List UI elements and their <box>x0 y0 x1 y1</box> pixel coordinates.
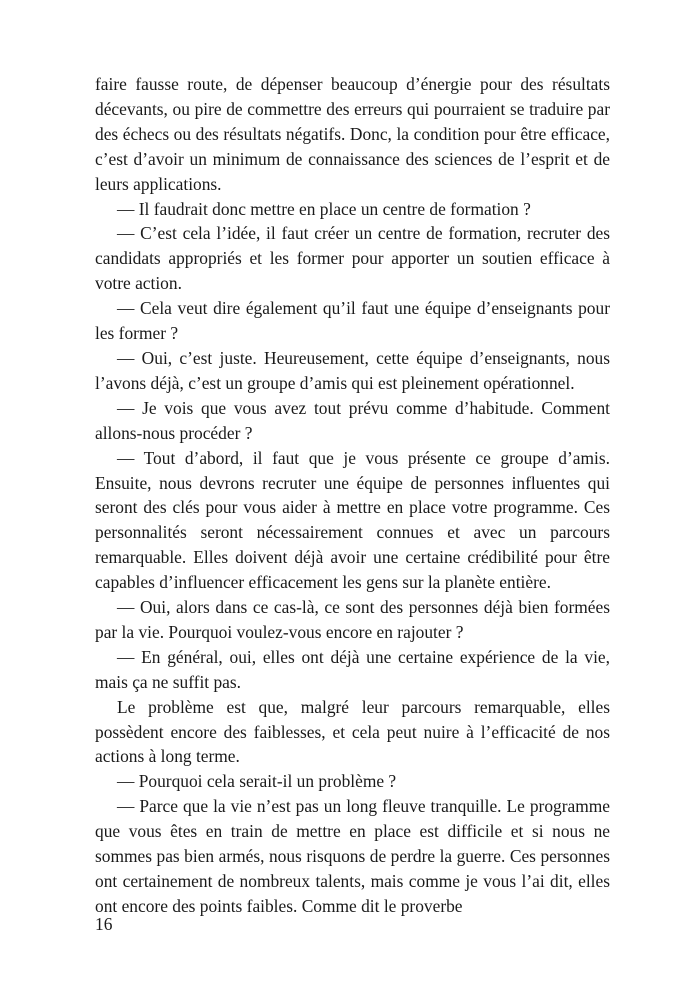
paragraph: — Parce que la vie n’est pas un long fleuve tranquille. Le programme que vous êtes en train de mettre en place est difficile et si nous ne sommes pas bien armés, nous risquons de perdre la guerre. Ces personnes ont certainement de nombreux talents, mais comme je vous l’ai dit, elles ont encore des points faibles. Comme dit le proverbe <box>95 796 610 916</box>
page-body <box>95 72 610 919</box>
paragraph: — En général, oui, elles ont déjà une certaine expérience de la vie, mais ça ne suffit pas. <box>95 646 610 692</box>
paragraph: — Cela veut dire également qu’il faut une équipe d’enseignants pour les former ? <box>95 298 610 344</box>
paragraph: — Oui, alors dans ce cas-là, ce sont des personnes déjà bien formées par la vie. Pourquoi voulez-vous encore en rajouter ? <box>95 597 610 642</box>
page-number: 16 <box>95 914 113 934</box>
paragraph: — Il faudrait donc mettre en place un centre de formation ? <box>117 198 531 219</box>
paragraph: Le problème est que, malgré leur parcours remarquable, elles possèdent encore des faiblesses, et cela peut nuire à l’efficacité de nos actions à long terme. <box>95 696 610 767</box>
paragraph: — Pourquoi cela serait-il un problème ? <box>117 771 397 792</box>
paragraph: — Tout d’abord, il faut que je vous présente ce groupe d’amis. Ensuite, nous devrons recruter une équipe de personnes influentes qui seront des clés pour vous aider à mettre en place votre programme. Ces personnalités seront nécessairement connues et avec un parcours remarquable. Elles doivent déjà avoir une certaine crédibilité pour être capables d’influencer efficacement les gens sur la planète entière. <box>95 447 610 593</box>
paragraph: — Oui, c’est juste. Heureusement, cette équipe d’enseignants, nous l’avons déjà, c’est un groupe d’amis qui est pleinement opérationnel. <box>95 347 610 393</box>
paragraph: — C’est cela l’idée, il faut créer un centre de formation, recruter des candidats appropriés et les former pour apporter un soutien efficace à votre action. <box>95 223 610 294</box>
paragraph: faire fausse route, de dépenser beaucoup d’énergie pour des résultats décevants, ou pire de commettre des erreurs qui pourraient se traduire par des échecs ou des résultats négatifs. Donc, la condition pour être efficace, c’est d’avoir un minimum de connaissance des sciences de l’esprit et de leurs applications. <box>95 74 610 194</box>
paragraph: — Je vois que vous avez tout prévu comme d’habitude. Comment allons-nous procéder ? <box>95 397 610 443</box>
